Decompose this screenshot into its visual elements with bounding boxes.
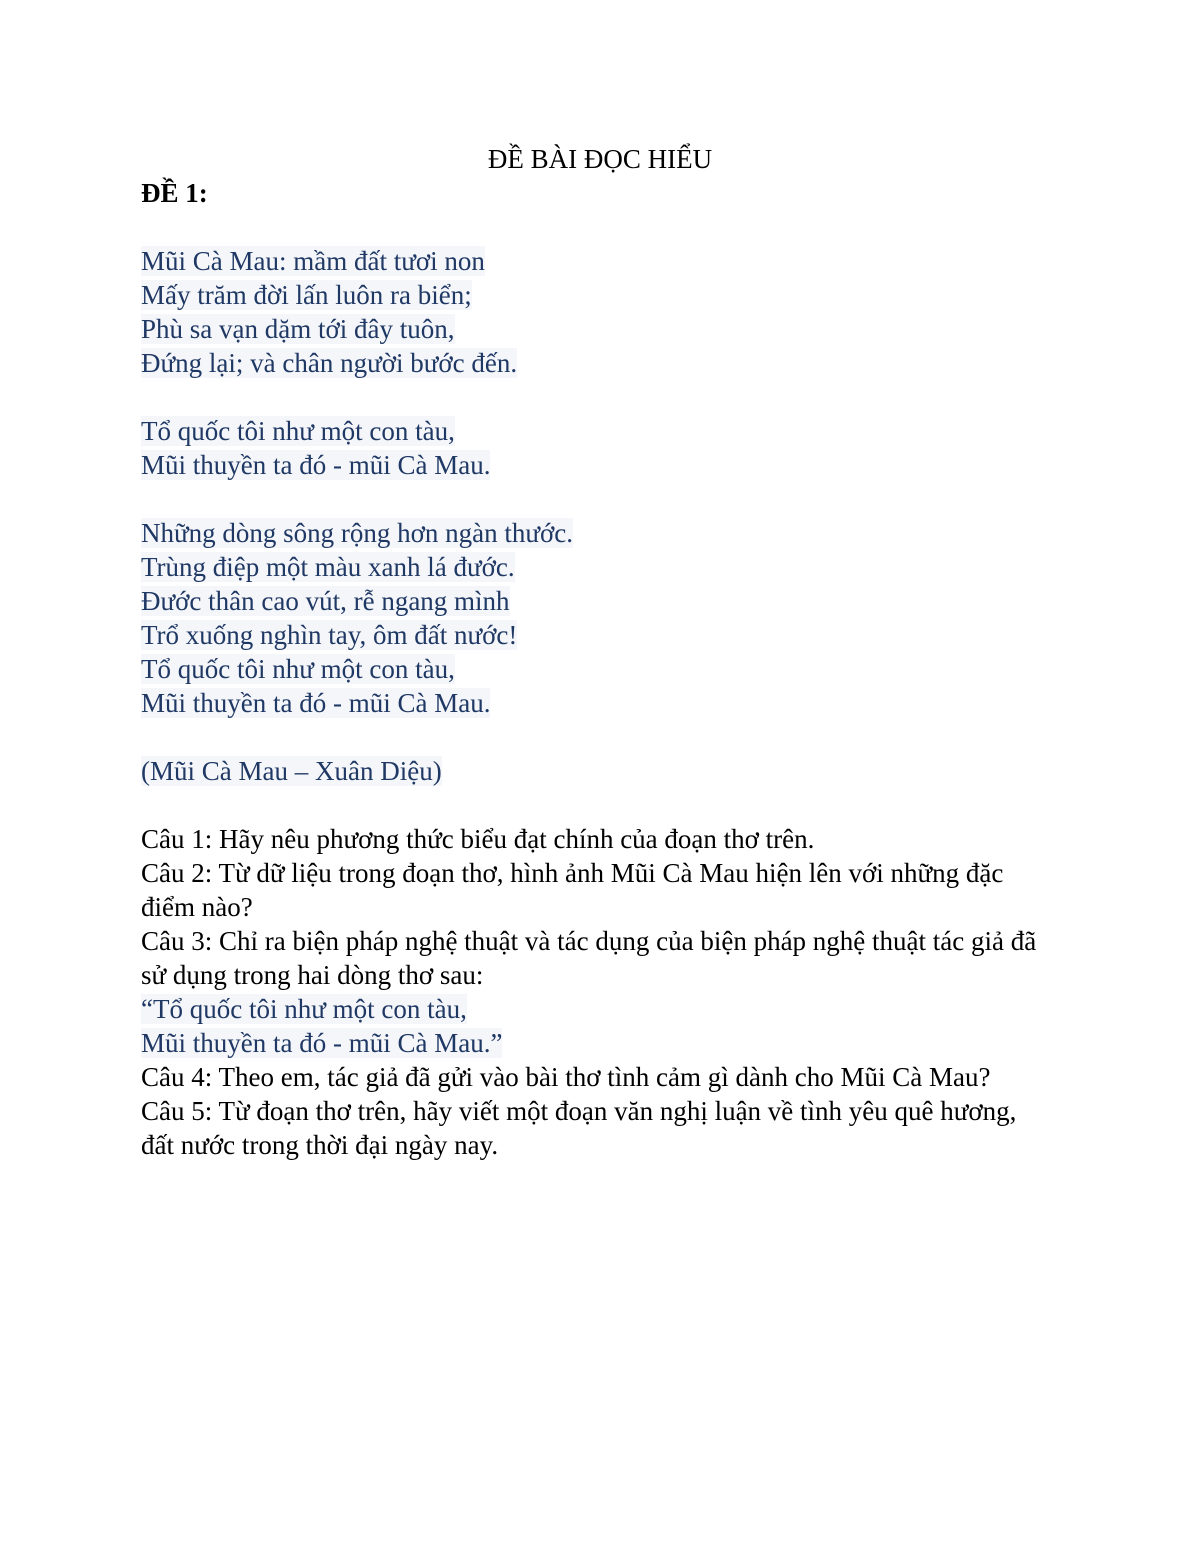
blank-line [141, 380, 1051, 414]
poem-line: Đứng lại; và chân người bước đến. [141, 348, 518, 378]
poem-stanza-2 [141, 414, 1051, 482]
poem-line: Trùng điệp một màu xanh lá đước. [141, 552, 515, 582]
poem-line: Phù sa vạn dặm tới đây tuôn, [141, 314, 455, 344]
section-label: ĐỀ 1: [141, 178, 208, 208]
poem-line: Tổ quốc tôi như một con tàu, [141, 654, 455, 684]
blank-line [141, 788, 1051, 822]
question-3-quote-line-1: “Tổ quốc tôi như một con tàu, [141, 994, 467, 1024]
poem-line: Tổ quốc tôi như một con tàu, [141, 416, 455, 446]
poem-line: Mũi Cà Mau: mầm đất tươi non [141, 246, 485, 276]
poem-source: (Mũi Cà Mau – Xuân Diệu) [141, 756, 442, 786]
poem-line: Mũi thuyền ta đó - mũi Cà Mau. [141, 688, 491, 718]
blank-line [141, 482, 1051, 516]
poem-stanza-3 [141, 516, 1051, 720]
poem-line: Mấy trăm đời lấn luôn ra biển; [141, 280, 472, 310]
document-content [141, 176, 1051, 1162]
question-4: Câu 4: Theo em, tác giả đã gửi vào bài thơ tình cảm gì dành cho Mũi Cà Mau? [141, 1062, 991, 1092]
poem-line: Đước thân cao vút, rễ ngang mình [141, 586, 510, 616]
question-3-quote-line-2: Mũi thuyền ta đó - mũi Cà Mau.” [141, 1028, 503, 1058]
questions-list [141, 822, 1051, 1162]
question-5: Câu 5: Từ đoạn thơ trên, hãy viết một đoạn văn nghị luận về tình yêu quê hương, đất nước trong thời đại ngày nay. [141, 1096, 1017, 1160]
question-2: Câu 2: Từ dữ liệu trong đoạn thơ, hình ảnh Mũi Cà Mau hiện lên với những đặc điểm nào? [141, 858, 1004, 922]
document-title: ĐỀ BÀI ĐỌC HIỂU [487, 144, 713, 174]
poem-line: Những dòng sông rộng hơn ngàn thước. [141, 518, 574, 548]
poem-line: Mũi thuyền ta đó - mũi Cà Mau. [141, 450, 491, 480]
question-1: Câu 1: Hãy nêu phương thức biểu đạt chính của đoạn thơ trên. [141, 824, 815, 854]
question-3: Câu 3: Chỉ ra biện pháp nghệ thuật và tác dụng của biện pháp nghệ thuật tác giả đã sử dụng trong hai dòng thơ sau: [141, 926, 1037, 990]
poem-line: Trổ xuống nghìn tay, ôm đất nước! [141, 620, 518, 650]
blank-line [141, 210, 1051, 244]
blank-line [141, 720, 1051, 754]
poem-stanza-1 [141, 244, 1051, 380]
